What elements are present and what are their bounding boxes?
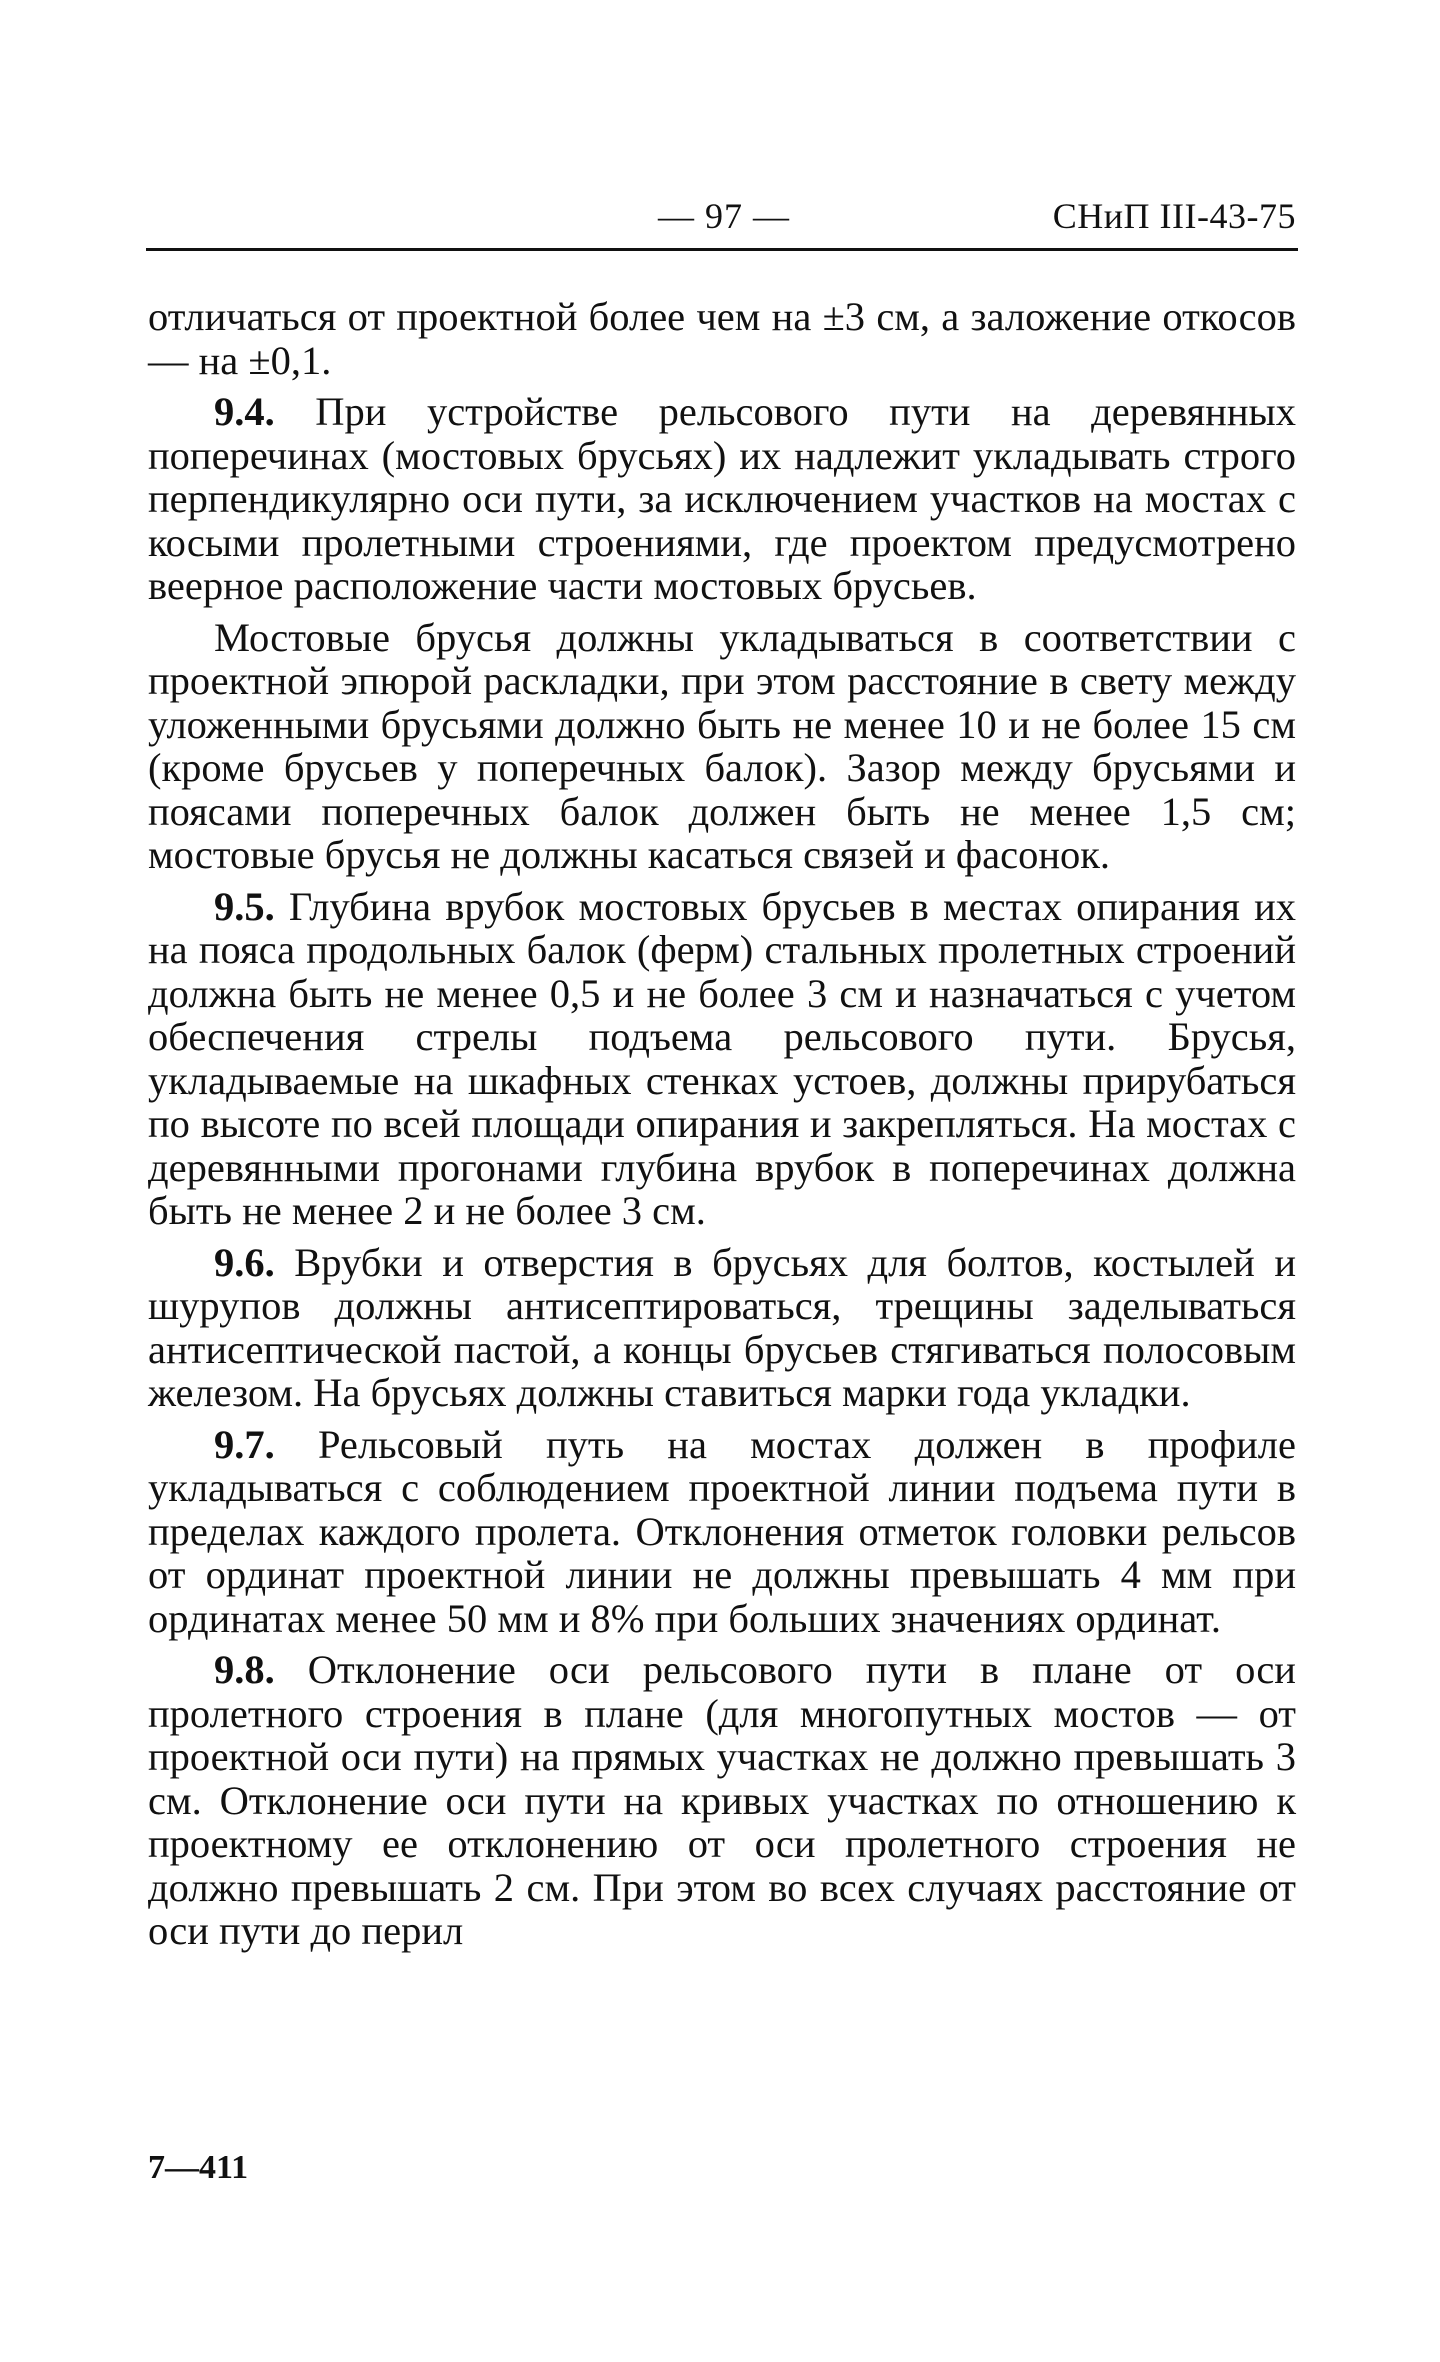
paragraph-bridge-beams — [148, 616, 1296, 877]
clause-number: 9.5. — [214, 883, 275, 929]
clause-text: При устройстве рельсового пути на деревянных поперечинах (мостовых брусьях) их надлежит укладывать строго перпендикулярно оси пути, за исключением участков на мостах с косыми пролетными строениями, где проектом предусмотрено веерное расположение части мостовых брусьев. — [148, 389, 1296, 608]
signature-mark: 7—411 — [148, 2149, 249, 2186]
clause-9-4 — [148, 390, 1296, 608]
clause-9-6 — [148, 1241, 1296, 1415]
page-body — [148, 295, 1296, 1953]
document-code: СНиП III-43-75 — [1052, 196, 1296, 236]
header-rule — [146, 248, 1298, 251]
clause-number: 9.4. — [214, 389, 275, 434]
clause-number: 9.8. — [214, 1647, 275, 1692]
clause-number: 9.6. — [214, 1239, 275, 1285]
clause-number: 9.7. — [214, 1421, 275, 1467]
clause-9-5 — [148, 885, 1296, 1233]
clause-9-8 — [148, 1648, 1296, 1953]
clause-text: Рельсовый путь на мостах должен в профиле укладываться с соблюдением проектной линии подъема пути в пределах каждого пролета. Отклонения отметок головки рельсов от ординат проектной линии не должны превышать 4 мм при ординатах менее 50 мм и 8% при больших значениях ординат. — [148, 1421, 1296, 1641]
paragraph-text: отличаться от проектной более чем на ±3 см, а заложение откосов — на ±0,1. — [148, 294, 1296, 383]
clause-text: Врубки и отверстия в брусьях для болтов, костылей и шурупов должны антисептироваться, трещины заделываться антисептической пастой, а концы брусьев стягиваться полосовым железом. На брусьях должны ставиться марки года укладки. — [148, 1239, 1296, 1415]
clause-text: Отклонение оси рельсового пути в плане от оси пролетного строения в плане (для многопутных мостов — от проектной оси пути) на прямых участках не должно превышать 3 см. Отклонение оси пути на кривых участках по отношению к проектному ее отклонению от оси пролетного строения не должно превышать 2 см. При этом во всех случаях расстояние от оси пути до перил — [148, 1647, 1296, 1953]
paragraph-text: Мостовые брусья должны укладываться в соответствии с проектной эпюрой раскладки, при этом расстояние в свету между уложенными брусьями должно быть не менее 10 и не более 15 см (кроме брусьев у поперечных балок). Зазор между брусьями и поясами поперечных балок должен быть не менее 1,5 см; мостовые брусья не должны касаться связей и фасонок. — [148, 614, 1296, 877]
clause-9-7 — [148, 1423, 1296, 1641]
clause-text: Глубина врубок мостовых брусьев в местах опирания их на пояса продольных балок (ферм) стальных пролетных строений должна быть не менее 0,5 и не более 3 см и назначаться с учетом обеспечения стрелы подъема рельсового пути. Брусья, укладываемые на шкафных стенках устоев, должны прирубаться по высоте по всей площади опирания и закрепляться. На мостах с деревянными прогонами глубина врубок в поперечинах должна быть не менее 2 и не более 3 см. — [148, 883, 1296, 1233]
page-header — [148, 190, 1296, 242]
page-number: — 97 — — [658, 196, 790, 236]
paragraph-continuation — [148, 295, 1296, 382]
